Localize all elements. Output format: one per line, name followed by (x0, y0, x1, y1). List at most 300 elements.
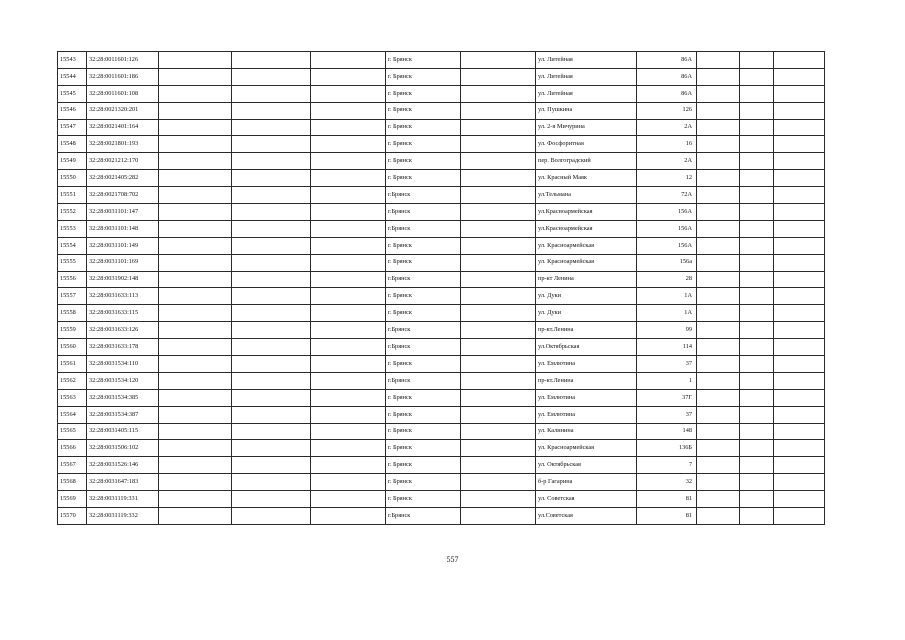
house-number-cell: 37Г (637, 389, 697, 406)
table-row (58, 237, 825, 254)
empty-cell (232, 85, 311, 102)
city-cell: г. Брянск (386, 170, 461, 187)
empty-cell (461, 339, 536, 356)
row-number-cell: 15569 (58, 491, 87, 508)
empty-cell (774, 68, 825, 85)
cadastral-number-cell: 32:28:0031101:149 (87, 237, 159, 254)
empty-cell (740, 457, 774, 474)
table-row (58, 204, 825, 221)
city-cell: г. Брянск (386, 356, 461, 373)
empty-cell (159, 288, 232, 305)
cadastral-number-cell: 32:28:0031647:183 (87, 474, 159, 491)
empty-cell (461, 288, 536, 305)
street-cell: ул.Тельмана (536, 187, 637, 204)
empty-cell (697, 153, 740, 170)
empty-cell (232, 204, 311, 221)
empty-cell (461, 406, 536, 423)
cadastral-number-cell: 32:28:0031633:178 (87, 339, 159, 356)
empty-cell (740, 322, 774, 339)
empty-cell (774, 204, 825, 221)
row-number-cell: 15556 (58, 271, 87, 288)
empty-cell (740, 68, 774, 85)
street-cell: ул.Красноармейская (536, 220, 637, 237)
empty-cell (697, 423, 740, 440)
table-row (58, 153, 825, 170)
row-number-cell: 15551 (58, 187, 87, 204)
city-cell: г. Брянск (386, 406, 461, 423)
empty-cell (232, 372, 311, 389)
row-number-cell: 15564 (58, 406, 87, 423)
empty-cell (232, 440, 311, 457)
row-number-cell: 15561 (58, 356, 87, 373)
empty-cell (461, 136, 536, 153)
empty-cell (311, 204, 386, 221)
page-number: 557 (446, 555, 459, 564)
house-number-cell: 1 (637, 372, 697, 389)
empty-cell (311, 85, 386, 102)
empty-cell (232, 339, 311, 356)
cadastral-number-cell: 32:28:0021801:193 (87, 136, 159, 153)
empty-cell (461, 271, 536, 288)
house-number-cell: 86А (637, 85, 697, 102)
row-number-cell: 15544 (58, 68, 87, 85)
empty-cell (697, 491, 740, 508)
house-number-cell: 86А (637, 52, 697, 69)
empty-cell (740, 440, 774, 457)
house-number-cell: 2А (637, 119, 697, 136)
empty-cell (740, 389, 774, 406)
table-row (58, 372, 825, 389)
house-number-cell: 12 (637, 170, 697, 187)
empty-cell (461, 119, 536, 136)
empty-cell (311, 102, 386, 119)
table-row (58, 406, 825, 423)
row-number-cell: 15557 (58, 288, 87, 305)
empty-cell (461, 474, 536, 491)
table-row (58, 52, 825, 69)
city-cell: г. Брянск (386, 457, 461, 474)
empty-cell (232, 305, 311, 322)
house-number-cell: 72А (637, 187, 697, 204)
table-row (58, 85, 825, 102)
empty-cell (159, 423, 232, 440)
table-row (58, 440, 825, 457)
empty-cell (461, 153, 536, 170)
row-number-cell: 15553 (58, 220, 87, 237)
empty-cell (461, 322, 536, 339)
empty-cell (311, 170, 386, 187)
empty-cell (311, 119, 386, 136)
cadastral-number-cell: 32:28:0031506:102 (87, 440, 159, 457)
house-number-cell: 156а (637, 254, 697, 271)
empty-cell (159, 85, 232, 102)
row-number-cell: 15560 (58, 339, 87, 356)
house-number-cell: 156А (637, 237, 697, 254)
street-cell: ул. Калинина (536, 423, 637, 440)
city-cell: г. Брянск (386, 52, 461, 69)
empty-cell (697, 254, 740, 271)
row-number-cell: 15570 (58, 508, 87, 525)
empty-cell (232, 254, 311, 271)
city-cell: г. Брянск (386, 474, 461, 491)
house-number-cell: 28 (637, 271, 697, 288)
empty-cell (159, 136, 232, 153)
row-number-cell: 15550 (58, 170, 87, 187)
empty-cell (159, 187, 232, 204)
row-number-cell: 15554 (58, 237, 87, 254)
cadastral-number-cell: 32:28:0031101:147 (87, 204, 159, 221)
house-number-cell: 37 (637, 406, 697, 423)
empty-cell (774, 119, 825, 136)
empty-cell (159, 372, 232, 389)
empty-cell (774, 271, 825, 288)
house-number-cell: 86А (637, 68, 697, 85)
empty-cell (159, 389, 232, 406)
row-number-cell: 15549 (58, 153, 87, 170)
empty-cell (232, 170, 311, 187)
empty-cell (232, 356, 311, 373)
empty-cell (159, 457, 232, 474)
empty-cell (740, 356, 774, 373)
table-row (58, 288, 825, 305)
city-cell: г. Брянск (386, 119, 461, 136)
empty-cell (461, 237, 536, 254)
city-cell: г.Брянск (386, 271, 461, 288)
cadastral-number-cell: 32:28:0031902:148 (87, 271, 159, 288)
table-row (58, 220, 825, 237)
empty-cell (774, 220, 825, 237)
city-cell: г.Брянск (386, 220, 461, 237)
city-cell: г. Брянск (386, 491, 461, 508)
street-cell: ул. Красноармейская (536, 440, 637, 457)
table-row (58, 423, 825, 440)
empty-cell (774, 187, 825, 204)
street-cell: пр-кт Ленина (536, 271, 637, 288)
empty-cell (740, 339, 774, 356)
empty-cell (461, 254, 536, 271)
empty-cell (159, 153, 232, 170)
empty-cell (159, 339, 232, 356)
empty-cell (311, 372, 386, 389)
street-cell: ул. Советская (536, 491, 637, 508)
street-cell: б-р Гагарина (536, 474, 637, 491)
street-cell: ул. Красноармейская (536, 237, 637, 254)
city-cell: г.Брянск (386, 322, 461, 339)
house-number-cell: 16 (637, 136, 697, 153)
table-row (58, 457, 825, 474)
empty-cell (159, 170, 232, 187)
empty-cell (774, 339, 825, 356)
table-row (58, 322, 825, 339)
empty-cell (311, 491, 386, 508)
row-number-cell: 15547 (58, 119, 87, 136)
empty-cell (774, 440, 825, 457)
empty-cell (774, 237, 825, 254)
empty-cell (774, 85, 825, 102)
cadastral-number-cell: 32:28:0021708:702 (87, 187, 159, 204)
house-number-cell: 1А (637, 288, 697, 305)
empty-cell (774, 423, 825, 440)
empty-cell (740, 136, 774, 153)
empty-cell (232, 389, 311, 406)
empty-cell (159, 237, 232, 254)
empty-cell (740, 237, 774, 254)
street-cell: пр-кт.Ленина (536, 322, 637, 339)
empty-cell (740, 187, 774, 204)
empty-cell (740, 305, 774, 322)
empty-cell (159, 68, 232, 85)
empty-cell (774, 457, 825, 474)
cadastral-number-cell: 32:28:0011601:126 (87, 52, 159, 69)
empty-cell (232, 119, 311, 136)
empty-cell (311, 271, 386, 288)
empty-cell (311, 220, 386, 237)
empty-cell (461, 372, 536, 389)
empty-cell (232, 153, 311, 170)
empty-cell (697, 305, 740, 322)
empty-cell (697, 406, 740, 423)
empty-cell (774, 305, 825, 322)
empty-cell (774, 322, 825, 339)
city-cell: г. Брянск (386, 237, 461, 254)
table-row (58, 102, 825, 119)
empty-cell (461, 305, 536, 322)
cadastral-number-cell: 32:28:0021212:170 (87, 153, 159, 170)
row-number-cell: 15563 (58, 389, 87, 406)
empty-cell (740, 254, 774, 271)
empty-cell (232, 423, 311, 440)
empty-cell (461, 440, 536, 457)
city-cell: г. Брянск (386, 305, 461, 322)
empty-cell (159, 406, 232, 423)
empty-cell (697, 339, 740, 356)
empty-cell (740, 474, 774, 491)
empty-cell (740, 220, 774, 237)
street-cell: ул. Емлютина (536, 356, 637, 373)
empty-cell (311, 305, 386, 322)
house-number-cell: 7 (637, 457, 697, 474)
registry-table (57, 51, 825, 525)
empty-cell (697, 457, 740, 474)
empty-cell (697, 440, 740, 457)
house-number-cell: 148 (637, 423, 697, 440)
house-number-cell: 136Б (637, 440, 697, 457)
house-number-cell: 37 (637, 356, 697, 373)
row-number-cell: 15552 (58, 204, 87, 221)
empty-cell (774, 491, 825, 508)
empty-cell (311, 440, 386, 457)
empty-cell (740, 170, 774, 187)
empty-cell (774, 52, 825, 69)
table-row (58, 508, 825, 525)
empty-cell (159, 52, 232, 69)
empty-cell (159, 474, 232, 491)
empty-cell (697, 271, 740, 288)
house-number-cell: 114 (637, 339, 697, 356)
cadastral-number-cell: 32:28:0031534:120 (87, 372, 159, 389)
empty-cell (232, 187, 311, 204)
empty-cell (774, 136, 825, 153)
street-cell: ул. Емлютина (536, 406, 637, 423)
empty-cell (697, 52, 740, 69)
empty-cell (774, 254, 825, 271)
table-row (58, 119, 825, 136)
empty-cell (774, 102, 825, 119)
city-cell: г. Брянск (386, 440, 461, 457)
row-number-cell: 15555 (58, 254, 87, 271)
table-row (58, 389, 825, 406)
cadastral-number-cell: 32:28:0011601:108 (87, 85, 159, 102)
empty-cell (232, 322, 311, 339)
empty-cell (232, 52, 311, 69)
empty-cell (774, 508, 825, 525)
city-cell: г. Брянск (386, 254, 461, 271)
table-row (58, 356, 825, 373)
empty-cell (697, 288, 740, 305)
street-cell: ул. Емлютина (536, 389, 637, 406)
empty-cell (232, 271, 311, 288)
empty-cell (159, 271, 232, 288)
empty-cell (159, 220, 232, 237)
empty-cell (232, 457, 311, 474)
empty-cell (311, 136, 386, 153)
empty-cell (697, 68, 740, 85)
empty-cell (697, 170, 740, 187)
row-number-cell: 15567 (58, 457, 87, 474)
empty-cell (774, 356, 825, 373)
street-cell: ул. Литейная (536, 52, 637, 69)
empty-cell (159, 102, 232, 119)
empty-cell (311, 187, 386, 204)
empty-cell (697, 204, 740, 221)
empty-cell (311, 389, 386, 406)
empty-cell (232, 288, 311, 305)
empty-cell (461, 204, 536, 221)
empty-cell (311, 508, 386, 525)
empty-cell (461, 389, 536, 406)
table-row (58, 254, 825, 271)
empty-cell (311, 322, 386, 339)
house-number-cell: 126 (637, 102, 697, 119)
empty-cell (461, 170, 536, 187)
empty-cell (232, 220, 311, 237)
table-row (58, 136, 825, 153)
city-cell: г. Брянск (386, 85, 461, 102)
empty-cell (232, 406, 311, 423)
city-cell: г.Брянск (386, 508, 461, 525)
empty-cell (311, 254, 386, 271)
empty-cell (774, 474, 825, 491)
cadastral-number-cell: 32:28:0011601:186 (87, 68, 159, 85)
cadastral-number-cell: 32:28:0021405:282 (87, 170, 159, 187)
row-number-cell: 15566 (58, 440, 87, 457)
empty-cell (697, 136, 740, 153)
table-row (58, 187, 825, 204)
empty-cell (774, 406, 825, 423)
row-number-cell: 15546 (58, 102, 87, 119)
cadastral-number-cell: 32:28:0031119:331 (87, 491, 159, 508)
empty-cell (740, 491, 774, 508)
house-number-cell: 156А (637, 220, 697, 237)
street-cell: ул. Дуки (536, 288, 637, 305)
row-number-cell: 15568 (58, 474, 87, 491)
empty-cell (232, 474, 311, 491)
city-cell: г.Брянск (386, 339, 461, 356)
cadastral-number-cell: 32:28:0031526:146 (87, 457, 159, 474)
cadastral-number-cell: 32:28:0031633:115 (87, 305, 159, 322)
empty-cell (311, 339, 386, 356)
empty-cell (740, 85, 774, 102)
empty-cell (461, 68, 536, 85)
city-cell: г. Брянск (386, 68, 461, 85)
empty-cell (740, 271, 774, 288)
table-row (58, 491, 825, 508)
city-cell: г. Брянск (386, 136, 461, 153)
empty-cell (311, 52, 386, 69)
empty-cell (697, 102, 740, 119)
empty-cell (774, 153, 825, 170)
cadastral-number-cell: 32:28:0031534:110 (87, 356, 159, 373)
house-number-cell: 81 (637, 508, 697, 525)
empty-cell (697, 119, 740, 136)
row-number-cell: 15565 (58, 423, 87, 440)
empty-cell (159, 508, 232, 525)
city-cell: г. Брянск (386, 153, 461, 170)
street-cell: ул. Фосфоритная (536, 136, 637, 153)
house-number-cell: 99 (637, 322, 697, 339)
empty-cell (740, 406, 774, 423)
table-row (58, 170, 825, 187)
empty-cell (697, 372, 740, 389)
empty-cell (697, 356, 740, 373)
street-cell: ул. Пушкина (536, 102, 637, 119)
empty-cell (311, 153, 386, 170)
empty-cell (232, 68, 311, 85)
street-cell: ул. Октябрьская (536, 457, 637, 474)
cadastral-number-cell: 32:28:0021401:164 (87, 119, 159, 136)
empty-cell (697, 187, 740, 204)
city-cell: г. Брянск (386, 389, 461, 406)
table-row (58, 339, 825, 356)
row-number-cell: 15543 (58, 52, 87, 69)
empty-cell (740, 52, 774, 69)
table-row (58, 271, 825, 288)
cadastral-number-cell: 32:28:0031633:126 (87, 322, 159, 339)
street-cell: ул. Дуки (536, 305, 637, 322)
house-number-cell: 2А (637, 153, 697, 170)
city-cell: г.Брянск (386, 372, 461, 389)
empty-cell (311, 68, 386, 85)
street-cell: ул.Октябрьская (536, 339, 637, 356)
empty-cell (697, 508, 740, 525)
row-number-cell: 15548 (58, 136, 87, 153)
city-cell: г.Брянск (386, 204, 461, 221)
empty-cell (740, 508, 774, 525)
city-cell: г.Брянск (386, 187, 461, 204)
street-cell: ул. 2-я Мичурина (536, 119, 637, 136)
empty-cell (740, 288, 774, 305)
empty-cell (740, 102, 774, 119)
empty-cell (461, 220, 536, 237)
street-cell: ул. Литейная (536, 68, 637, 85)
empty-cell (461, 423, 536, 440)
street-cell: пер. Волгоградский (536, 153, 637, 170)
empty-cell (461, 85, 536, 102)
row-number-cell: 15545 (58, 85, 87, 102)
empty-cell (159, 254, 232, 271)
empty-cell (774, 372, 825, 389)
empty-cell (159, 204, 232, 221)
